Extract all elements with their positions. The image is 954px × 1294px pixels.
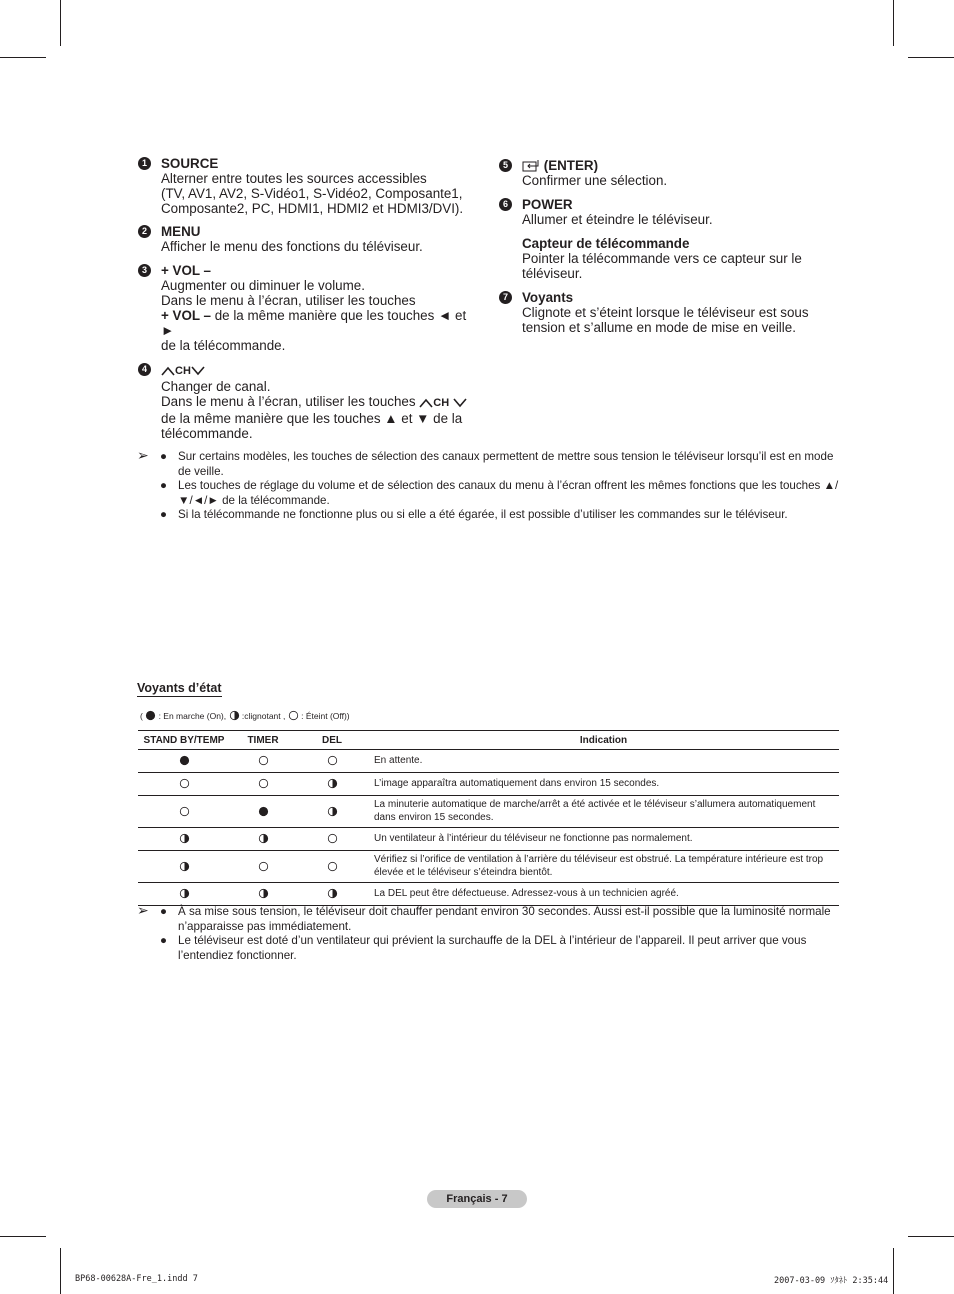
bullet-icon: ● xyxy=(160,934,168,947)
number-badge: 5 xyxy=(499,159,512,172)
status-table xyxy=(138,730,839,906)
ch-title xyxy=(161,362,483,379)
crop-mark xyxy=(60,1248,61,1294)
number-badge: 3 xyxy=(138,264,151,277)
item-source xyxy=(138,156,483,216)
table-body xyxy=(138,750,839,906)
crop-mark xyxy=(0,1236,46,1237)
bullet-icon: ● xyxy=(160,450,168,463)
item-menu xyxy=(138,224,483,254)
slug-left: BP68-00628A-Fre_1.indd 7 xyxy=(75,1274,198,1284)
led-off-icon xyxy=(288,710,299,721)
status-cell xyxy=(138,796,230,828)
led-blink-icon xyxy=(229,710,240,721)
status-cell xyxy=(230,828,296,851)
bullet-icon: ● xyxy=(160,479,168,492)
led-on-icon xyxy=(179,755,190,766)
note-item xyxy=(160,450,839,479)
status-cell xyxy=(230,851,296,883)
table-row xyxy=(138,851,839,883)
item-volume xyxy=(138,263,483,353)
item-channel xyxy=(138,362,483,441)
right-column xyxy=(499,158,839,335)
status-cell xyxy=(296,851,368,883)
item-text: Pointer la télécommande vers ce capteur sur le xyxy=(522,251,802,266)
led-off-icon xyxy=(327,755,338,766)
note-item xyxy=(160,508,839,523)
item-title: MENU xyxy=(161,224,201,239)
led-blink-icon xyxy=(179,833,190,844)
legend-on: : En marche (On), xyxy=(158,711,227,721)
enter-title xyxy=(522,158,839,173)
indication-cell: La DEL peut être défectueuse. Adressez-vous à un technicien agréé. xyxy=(368,883,839,906)
col-standby: STAND BY/TEMP xyxy=(138,731,230,750)
indication-cell: En attente. xyxy=(368,750,839,773)
led-off-icon xyxy=(258,861,269,872)
table-row xyxy=(138,796,839,828)
item-title: + VOL – xyxy=(161,263,211,278)
item-title: Voyants xyxy=(522,290,574,305)
status-cell xyxy=(296,883,368,906)
legend-off: : Éteint (Off)) xyxy=(301,711,350,721)
indication-cell: L’image apparaîtra automatiquement dans environ 15 secondes. xyxy=(368,773,839,796)
led-off-icon xyxy=(258,778,269,789)
crop-mark xyxy=(893,1248,894,1294)
notes-list xyxy=(137,447,839,523)
status-cell xyxy=(296,773,368,796)
item-text: Changer de canal. xyxy=(161,379,271,394)
item-voyants xyxy=(499,290,839,335)
note-item xyxy=(160,934,839,963)
number-badge: 7 xyxy=(499,291,512,304)
number-badge: 4 xyxy=(138,363,151,376)
item-text: de la même manière que les touches ▲ et ▼ de la xyxy=(161,411,463,426)
item-title: POWER xyxy=(522,197,573,212)
enter-icon xyxy=(522,160,540,172)
col-timer: TIMER xyxy=(230,731,296,750)
item-text: Afficher le menu des fonctions du téléviseur. xyxy=(161,239,423,254)
crop-mark xyxy=(893,0,894,46)
legend: ( : En marche (On), :clignotant , : Éteint (Off)) xyxy=(140,711,350,721)
item-text-mixed xyxy=(161,308,483,338)
chevron-down-icon xyxy=(191,366,205,376)
legend-blink: :clignotant , xyxy=(241,711,286,721)
item-text: de la télécommande. xyxy=(161,338,286,353)
item-text: Alterner entre toutes les sources accessibles xyxy=(161,171,427,186)
status-cell xyxy=(230,773,296,796)
table-row xyxy=(138,750,839,773)
chevron-up-icon xyxy=(161,366,175,376)
col-indication: Indication xyxy=(368,731,839,750)
col-del: DEL xyxy=(296,731,368,750)
note-text: Si la télécommande ne fonctionne plus ou si elle a été égarée, il est possible d’utiliser les commandes sur le téléviseur. xyxy=(178,508,788,521)
item-text: téléviseur. xyxy=(522,266,583,281)
chevron-down-icon xyxy=(453,398,467,408)
note-text: À sa mise sous tension, le téléviseur doit chauffer pendant environ 30 secondes. Aussi est-il possible que la luminosité normale n’apparaisse pas immédiatement. xyxy=(178,905,831,933)
notes-list-2 xyxy=(137,902,839,963)
item-text-mixed xyxy=(161,394,483,411)
item-text: Dans le menu à l’écran, utiliser les touches xyxy=(161,293,416,308)
slug-right: 2007-03-09 ｿﾀﾈﾄ 2:35:44 xyxy=(774,1276,889,1286)
status-cell xyxy=(138,773,230,796)
item-enter xyxy=(499,158,839,188)
crop-mark xyxy=(908,1236,954,1237)
note-text: Le téléviseur est doté d’un ventilateur qui prévient la surchauffe de la DEL à l’intérieur de l’appareil. Il peut arriver que vous l’entendiez fonctionner. xyxy=(178,934,807,962)
bullet-icon: ● xyxy=(160,905,168,918)
note-text: Les touches de réglage du volume et de sélection des canaux du menu à l’écran offrent les mêmes fonctions que les touches ▲/▼/◄/► de la télécommande. xyxy=(178,479,839,507)
ch-label: CH xyxy=(175,365,191,377)
table-header-row xyxy=(138,731,839,750)
status-cell xyxy=(138,750,230,773)
item-text: Augmenter ou diminuer le volume. xyxy=(161,278,365,293)
led-off-icon xyxy=(179,806,190,817)
led-off-icon xyxy=(179,778,190,789)
number-badge: 6 xyxy=(499,198,512,211)
note-item xyxy=(160,479,839,508)
status-cell xyxy=(296,828,368,851)
status-cell xyxy=(296,796,368,828)
ch-label: CH xyxy=(433,397,450,409)
item-text: Confirmer une sélection. xyxy=(522,173,668,188)
led-off-icon xyxy=(258,755,269,766)
status-cell xyxy=(230,883,296,906)
indication-cell: La minuterie automatique de marche/arrêt a été activée et le téléviseur s’allumera automatiquement dans environ 15 secondes. xyxy=(368,796,839,828)
note-arrow-icon: ➢ xyxy=(137,447,149,463)
sub-title: Capteur de télécommande xyxy=(522,236,690,251)
chevron-up-icon xyxy=(419,398,433,408)
led-blink-icon xyxy=(327,888,338,899)
status-cell xyxy=(138,883,230,906)
item-text: de la même manière que les touches ◄ et ► xyxy=(161,308,467,338)
crop-mark xyxy=(0,57,46,58)
led-off-icon xyxy=(327,833,338,844)
number-badge: 2 xyxy=(138,225,151,238)
note-item xyxy=(160,905,839,934)
item-text: Dans le menu à l’écran, utiliser les touches xyxy=(161,394,416,409)
table-row xyxy=(138,883,839,906)
status-cell xyxy=(296,750,368,773)
item-text: télécommande. xyxy=(161,426,253,441)
item-title: SOURCE xyxy=(161,156,219,171)
led-off-icon xyxy=(327,861,338,872)
status-cell xyxy=(138,828,230,851)
bullet-icon: ● xyxy=(160,508,168,521)
left-column xyxy=(138,156,483,441)
led-blink-icon xyxy=(327,778,338,789)
led-blink-icon xyxy=(258,833,269,844)
note-text: Sur certains modèles, les touches de sélection des canaux permettent de mettre sous tension le téléviseur lorsqu’il est en mode de veille. xyxy=(178,450,834,478)
number-badge: 1 xyxy=(138,157,151,170)
indication-cell: Vérifiez si l’orifice de ventilation à l’arrière du téléviseur est obstrué. La température intérieure est trop élevée et le téléviseur s’éteindra bientôt. xyxy=(368,851,839,883)
item-power xyxy=(499,197,839,281)
item-title: (ENTER) xyxy=(543,158,599,173)
item-text: Clignote et s’éteint lorsque le téléviseur est sous xyxy=(522,305,809,320)
item-text: tension et s’allume en mode de mise en veille. xyxy=(522,320,796,335)
led-blink-icon xyxy=(327,806,338,817)
page-number-badge: Français - 7 xyxy=(427,1190,527,1208)
status-cell xyxy=(138,851,230,883)
vol-keyword: + VOL – xyxy=(161,308,211,323)
led-on-icon xyxy=(145,710,156,721)
section-title: Voyants d’état xyxy=(137,681,222,695)
status-cell xyxy=(230,750,296,773)
led-blink-icon xyxy=(179,888,190,899)
indication-cell: Un ventilateur à l’intérieur du téléviseur ne fonctionne pas normalement. xyxy=(368,828,839,851)
table-row xyxy=(138,828,839,851)
table-row xyxy=(138,773,839,796)
item-text: (TV, AV1, AV2, S-Vidéo1, S-Vidéo2, Composante1, xyxy=(161,186,463,201)
item-text: Allumer et éteindre le téléviseur. xyxy=(522,212,713,227)
led-blink-icon xyxy=(179,861,190,872)
status-cell xyxy=(230,796,296,828)
crop-mark xyxy=(60,0,61,46)
led-blink-icon xyxy=(258,888,269,899)
led-on-icon xyxy=(258,806,269,817)
note-arrow-icon: ➢ xyxy=(137,902,149,918)
crop-mark xyxy=(908,57,954,58)
item-text: Composante2, PC, HDMI1, HDMI2 et HDMI3/DVI). xyxy=(161,201,464,216)
